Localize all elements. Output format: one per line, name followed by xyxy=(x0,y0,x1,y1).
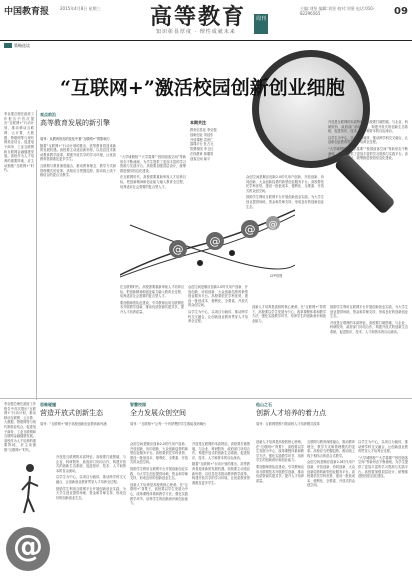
section-divider xyxy=(0,398,412,399)
article-kicker: 智慧校园 xyxy=(130,402,146,407)
editor-info: 主编:刘坚 编辑:刘坚 校对:刘坚 电话:010-82296565 xyxy=(300,6,375,16)
article-paragraph: 以学生为中心，以项目为载体，推动跨学科交叉融合，让创新创业教育贯穿人才培养全过程。 xyxy=(358,440,408,454)
list-item: 教育信息化 李克强 xyxy=(190,128,217,132)
page-headline: “互联网+”激活校园创新创业细胞 xyxy=(60,77,345,99)
article-kicker: 他山之石 xyxy=(256,402,272,407)
column-divider xyxy=(36,110,37,400)
article-header xyxy=(256,402,406,418)
article-body xyxy=(256,440,304,582)
article-body xyxy=(328,120,408,300)
article-paragraph: 创新人才培养是高校的核心使命。在“互联网+”背景下，高校要以学生发展为中心，改革课程体系和教学方法，强化实践教学环节，培养学生的创新意识和创业能力。 xyxy=(256,440,304,463)
article-paragraph: 以学生为中心，以项目为载体，推动跨学科交叉融合，让创新创业教育贯穿人才培养全过程。 xyxy=(328,135,408,145)
left-column-text: 李克强总理在政府工作报告中首次提出“互联网+”行动计划，推动移动互联网、云计算、大数据、物联网等与现代制造业结合，促进电子商务、工业互联网和互联网金融健康发展。高校作为人才培养的重要阵地，应主动拥抱“互联网+”时代。 xyxy=(4,112,34,173)
list-item: 在线教育 林蕙青 xyxy=(190,151,214,156)
page-number: 09 xyxy=(394,6,408,17)
article-paragraph: 鼓励学生利用互联网平台开展创新创业实践，为大学生创业提供场地、资金和导师支持，形成良好的创新创业生态。 xyxy=(130,466,188,481)
article-byline: 周刊：互联网思维引领高校人才培养模式改革 xyxy=(256,422,320,426)
article-header xyxy=(40,402,126,418)
article-title: 营造开放式创新生态 xyxy=(40,409,103,417)
left-column-text xyxy=(4,402,36,464)
article-paragraph: “大学城网校”“大学慕课”“校园创客空间”等新形态不断涌现，为学生提供了更加丰富的学习资源与实践平台。高校要加强顶层设计，统筹推进校园信息化建设。 xyxy=(358,455,408,479)
article-byline: 周刊：“互联网+”让每一个有梦想的学生都能找到舞台 xyxy=(130,422,207,426)
article-paragraph: 开放是互联网的本质特征。高校要打破围墙，与企业、科研院所、政府部门协同合作，构建开放式的创新生态系统，促进知识、技术、人才和资本的自由流动。 xyxy=(192,442,250,460)
newspaper-logo: 中国教育报 xyxy=(4,7,50,17)
article-body-continued xyxy=(120,155,186,203)
svg-text:@: @ xyxy=(172,243,184,256)
list-item: 创客空间 郝平 xyxy=(190,156,211,161)
article-paragraph: 李克强总理在政府工作报告中首次提出“互联网+”行动计划，推动移动互联网、云计算、大数据、物联网等与现代制造业结合，促进电子商务、工业互联网和互联网金融健康发展。高校作为人才培养的重要阵地，应主动拥抱“互联网+”时代。 xyxy=(4,402,36,452)
article-body xyxy=(307,440,355,582)
article-paragraph: 在互联网时代，高校需要重新审视人才培养目标，把创新精神和创业能力融入教育全过程，培养适应社会需要的复合型人才。 xyxy=(120,285,184,299)
article-paragraph: 众创空间是顺应创新2.0时代用户创新、开放创新、协同创新、大众创新趋势的新型创业服务平台。高校要依托学科优势，建设一批低成本、便利化、全要素、开放式的众创空间。 xyxy=(130,442,188,465)
article-title: 创新人才培养的着力点 xyxy=(256,409,326,417)
article-byline: 周刊：“互联网+”赋予高校创新创业教育新内涵 xyxy=(40,422,107,426)
article-paragraph: “大学城网校”“大学慕课”“校园创客空间”等新形态不断涌现，为学生提供了更加丰富的学习资源与实践平台。高校要加强顶层设计，统筹推进校园信息化建设。 xyxy=(328,146,408,161)
article-paragraph: 创新人才培养是高校的核心使命。在“互联网+”背景下，高校要以学生发展为中心，改革课程体系和教学方法，强化实践教学环节，培养学生的创新意识和创业能力。 xyxy=(130,482,188,506)
article-paragraph: 在互联网时代，高校需要重新审视人才培养目标，把创新精神和创业能力融入教育全过程，培养适应社会需要的复合型人才。 xyxy=(120,175,186,189)
article-paragraph: 鼓励学生利用互联网平台开展创新创业实践，为大学生创业提供场地、资金和导师支持，形成良好的创新创业生态。 xyxy=(330,305,408,319)
svg-text:@: @ xyxy=(209,235,221,248)
article-body xyxy=(246,175,324,300)
list-item: 创新创业 刘延东 xyxy=(190,132,214,137)
article-body xyxy=(192,442,250,582)
masthead-rule xyxy=(0,40,412,41)
article-paragraph: 开放是互联网的本质特征。高校要打破围墙，与企业、科研院所、政府部门协同合作，构建开放式的创新生态系统，促进知识、技术、人才和资本的自由流动。 xyxy=(330,320,408,334)
article-kicker: 思维碰撞 xyxy=(40,402,56,407)
article-body xyxy=(252,305,326,393)
article-byline-box xyxy=(256,422,406,436)
issue-date: 2015年4月8日 星期三 xyxy=(60,6,101,11)
article-paragraph: “大学城网校”“大学慕课”“校园创客空间”等新形态不断涌现，为学生提供了更加丰富的学习资源与实践平台。高校要加强顶层设计，统筹推进校园信息化建设。 xyxy=(120,155,186,173)
article-header xyxy=(130,402,250,418)
tagline: 知识彰显厚度 · 理性成就未来 xyxy=(156,29,236,35)
article-paragraph: 随着“互联网+”行动计划的推出，高等教育将迎来新的发展机遇。高校要主动适应新形势，以信息技术推动教育教学改革，构建开放共享的学习环境，让优质教育资源惠及更多学生。 xyxy=(40,143,116,162)
article-paragraph: 创新人才培养是高校的核心使命。在“互联网+”背景下，高校要以学生发展为中心，改革课程体系和教学方法，强化实践教学环节，培养学生的创新意识和创业能力。 xyxy=(252,305,326,323)
sidebar-title: 本期关注 xyxy=(190,120,206,125)
article-paragraph: 众创空间是顺应创新2.0时代用户创新、开放创新、协同创新、大众创新趋势的新型创业服务平台。高校要依托学科优势，建设一批低成本、便利化、全要素、开放式的众创空间。 xyxy=(307,460,355,488)
list-item: 开放课程 袁贵仁 xyxy=(190,137,214,142)
article-kicker: 观点前沿 xyxy=(40,112,56,117)
article-paragraph: 要加强师资队伍建设，引导教师运用互联网技术开展教学创新，推动优质资源共建共享，提升人才培养质量。 xyxy=(120,300,184,314)
list-item: 慕课平台 杜占元 xyxy=(190,142,214,147)
article-body xyxy=(330,305,408,393)
svg-text:@: @ xyxy=(244,223,256,236)
article-body xyxy=(56,455,126,582)
article-body xyxy=(120,285,184,393)
sidebar-list xyxy=(190,128,242,162)
at-symbol-icon: @ xyxy=(6,527,50,571)
article-paragraph: 互联网与教育深度融合，推动教育理念、教学方式和管理模式的变革。高校应当把握趋势，推动线上线下相结合的混合式教学。 xyxy=(40,163,116,178)
article-paragraph: 以学生为中心，以项目为载体，推动跨学科交叉融合，让创新创业教育贯穿人才培养全过程。 xyxy=(56,475,126,484)
article-paragraph: 开放是互联网的本质特征。高校要打破围墙，与企业、科研院所、政府部门协同合作，构建开放式的创新生态系统，促进知识、技术、人才和资本的自由流动。 xyxy=(328,120,408,134)
article-paragraph: 要加强师资队伍建设，引导教师运用互联网技术开展教学创新，推动优质资源共建共享，提升人才培养质量。 xyxy=(256,464,304,483)
article-title: 全力发展众创空间 xyxy=(130,409,186,417)
article-paragraph: 随着“互联网+”行动计划的推出，高等教育将迎来新的发展机遇。高校要主动适应新形势，以信息技术推动教育教学改革，构建开放共享的学习环境，让优质教育资源惠及更多学生。 xyxy=(192,462,250,485)
figure-illustration xyxy=(20,468,42,528)
article-body xyxy=(130,442,188,582)
article-paragraph: 以学生为中心，以项目为载体，推动跨学科交叉融合，让创新创业教育贯穿人才培养全过程。 xyxy=(188,309,248,324)
article-byline-box xyxy=(40,422,126,452)
section-title: 高等教育 xyxy=(150,4,247,30)
illustration-credit: CFP供图 xyxy=(270,274,283,278)
article-paragraph: 鼓励学生利用互联网平台开展创新创业实践，为大学生创业提供场地、资金和导师支持，形成良好的创新创业生态。 xyxy=(246,195,324,209)
article-paragraph: 开放是互联网的本质特征。高校要打破围墙，与企业、科研院所、政府部门协同合作，构建开放式的创新生态系统，促进知识、技术、人才和资本的自由流动。 xyxy=(56,455,126,473)
svg-text:@: @ xyxy=(268,220,278,230)
list-item: 智慧校园 李卫红 xyxy=(190,147,214,152)
article-byline: 周刊：从教育形态的变化中看“互联网+”的影响力 xyxy=(40,137,110,141)
article-header xyxy=(40,112,112,128)
article-byline-box xyxy=(130,422,248,440)
article-body xyxy=(40,137,116,399)
article-paragraph: 众创空间是顺应创新2.0时代用户创新、开放创新、协同创新、大众创新趋势的新型创业服务平台。高校要依托学科优势，建设一批低成本、便利化、全要素、开放式的众创空间。 xyxy=(188,285,248,308)
article-title: 高等教育发展的新引擎 xyxy=(40,119,110,127)
column-tag: 策略选谈 xyxy=(4,43,30,49)
article-body xyxy=(358,440,408,582)
weekly-badge: 周刊 xyxy=(254,14,268,34)
article-paragraph: 鼓励学生利用互联网平台开展创新创业实践，为大学生创业提供场地、资金和导师支持，形成良好的创新创业生态。 xyxy=(56,486,126,500)
article-body xyxy=(188,285,248,393)
article-paragraph: 众创空间是顺应创新2.0时代用户创新、开放创新、协同创新、大众创新趋势的新型创业服务平台。高校要依托学科优势，建设一批低成本、便利化、全要素、开放式的众创空间。 xyxy=(246,175,324,193)
article-paragraph: 互联网与教育深度融合，推动教育理念、教学方式和管理模式的变革。高校应当把握趋势，推动线上线下相结合的混合式教学。 xyxy=(307,440,355,458)
